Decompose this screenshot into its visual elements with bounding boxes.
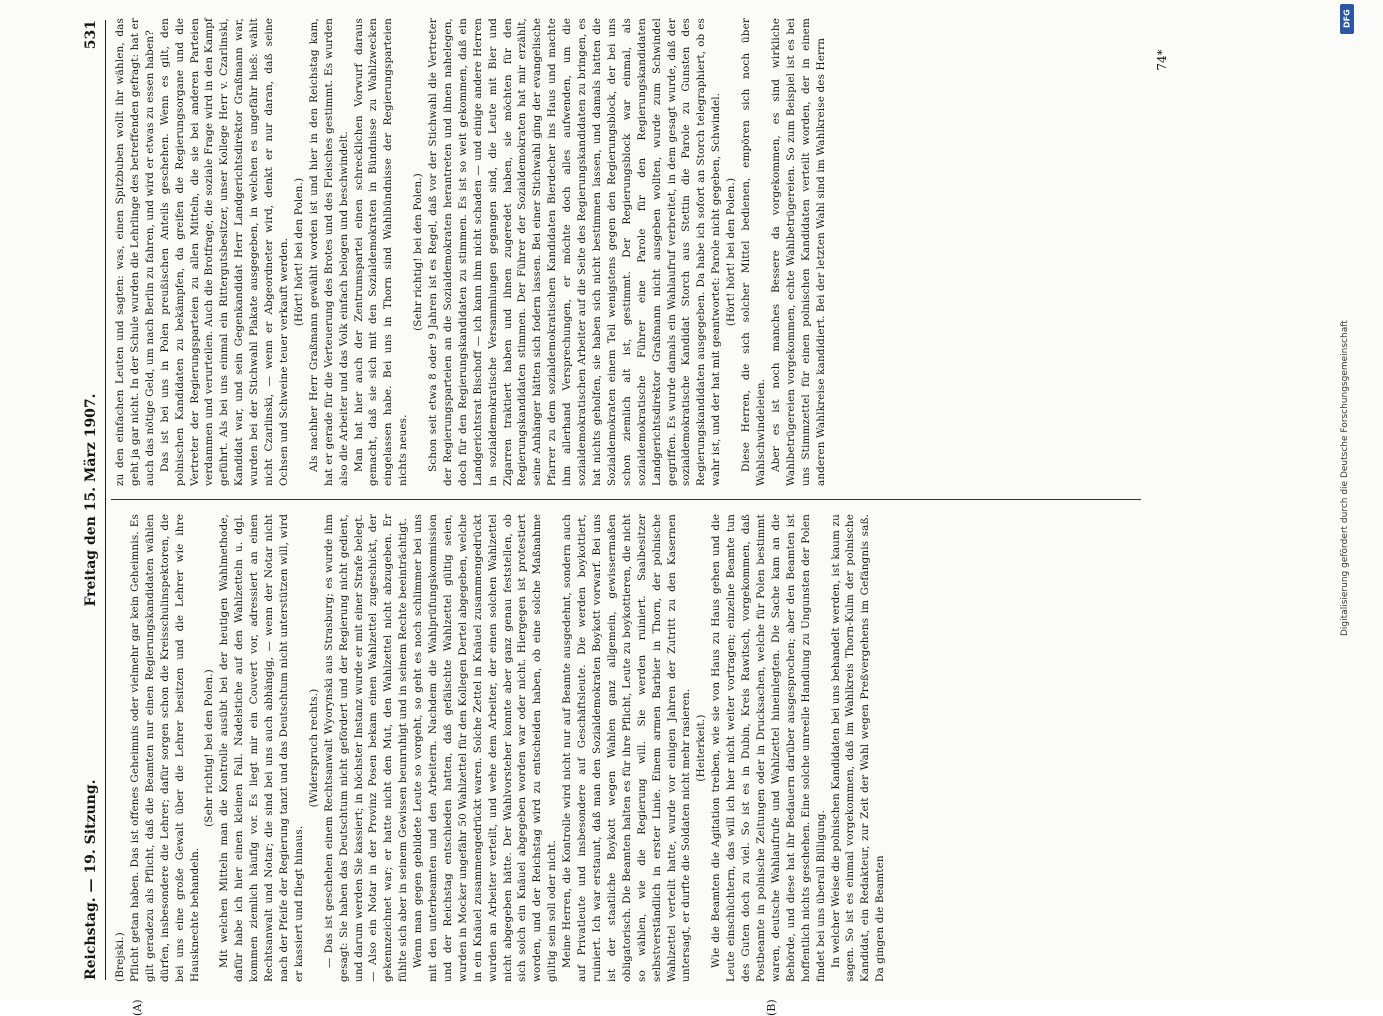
running-head-left: Reichstag. — 19. Sitzung. — [83, 779, 99, 980]
margin-mark-b: (B) — [765, 999, 778, 1016]
running-head-date: Freitag den 15. März 1907. — [83, 393, 99, 607]
paragraph: zu den einfachen Leuten und sagten: was, einen Spitzbuben wollt ihr wählen, das geht ja gar nicht. In der Schule wurden die Lehrlinge des betreffenden gefragt: hat er auch das nötige Geld, um nach Berlin zu fahren, und wird er etwas zu essen haben? — [114, 18, 156, 486]
folio-mark: 74* — [1155, 49, 1169, 71]
column-divider — [111, 499, 1141, 500]
paragraph: — Das ist geschehen einem Rechtsanwalt Wyorynski aus Strasburg; es wurde ihm gesagt: Sie haben das Deutschtum nicht gefördert und der Regierung nicht gedient, und darum werden Sie kassiert; in höchster Instanz wurde er mit einer Strafe belegt. — Also ein Notar in der Provinz Posen bekam einen Wahlzettel zugeschickt, der gekennzeichnet war; er hatte nicht den Mut, den Wahlzettel nicht abzugeben. Er fühlte sich aber in seinem Gewissen beunruhigt und in seinem Rechte beeinträchtigt. — [322, 514, 410, 982]
paragraph: Mit welchen Mitteln man die Kontrolle ausübt bei der heutigen Wahlmethode, dafür habe ich hier einen kleinen Fall. Nadelstiche auf den Wahlzetteln u. dgl. kommen ziemlich häufig vor. Es liegt mir ein Couvert vor, adressiert an einen Rechtsanwalt und Notar; die sind bei uns auch abhängig, — wenn der Notar nicht nach der Pfeife der Regierung tanzt und das Deutschtum nicht unterstützen will, wird er kassiert und fliegt hinaus. — [218, 514, 305, 982]
running-head — [83, 20, 107, 980]
paragraph: (Brejski.) — [114, 932, 126, 982]
right-column — [113, 18, 829, 486]
interjection: (Sehr richtig! bei den Polen.) — [203, 669, 216, 827]
paragraph: Meine Herren, die Kontrolle wird nicht nur auf Beamte ausgedehnt, sondern auch auf Privatleute und insbesondere auf Geschäftsleute. Die werden boykottiert, ruiniert. Ich war erstaunt, daß man den Sozialdemokraten Boykott vorwarf. Bei uns ist der staatliche Boykott wegen Wahlen ganz allgemein, gewissermaßen obligatorisch. Die Beamten halten es für ihre Pflicht, Leute zu boykottieren, die nicht so wählen, wie die Regierung will. Sie werden ruiniert. Saalbesitzer selbstverständlich in erster Linie. Einem armen Barbier in Thorn, der polnische Wahlzettel verteilt hatte, wurde vor einigen Jahren der Zutritt zu den Kasernen untersagt, er durfte die Soldaten nicht mehr rasieren. — [561, 514, 693, 982]
paragraph: Aber es ist noch manches Bessere da vorgekommen, es sind wirkliche Wahlbetrügereien vorgekommen, echte Wahlbetrügereien. So zum Beispiel ist es bei uns Stimmzettel für einen polnischen Kandidaten verteilt worden, der in einem anderen Wahlkreise kandidiert. Bei der letzten Wahl sind im Wahlkreise des Herrn — [769, 18, 827, 486]
margin-mark-a: (A) — [131, 999, 144, 1016]
left-column — [113, 514, 888, 982]
interjection: (Sehr richtig! bei den Polen.) — [412, 173, 425, 331]
paragraph: Pflicht getan haben. Das ist offenes Geheimnis oder vielmehr gar kein Geheimnis. Es gilt geradezu als Pflicht, daß die Beamten nur einen Regierungskandidaten wählen dürfen, insbesondere die Lehrer; dafür sorgen schon die Kreisschulinspektoren, die bei uns eine große Gewalt über die Lehrer besitzen und die Lehrer wie ihre Hausknechte behandeln. — [128, 514, 201, 982]
digitization-credit: Digitalisierung gefördert durch die Deutsche Forschungsgemeinschaft — [1340, 320, 1350, 636]
interjection: (Widerspruch rechts.) — [307, 688, 320, 808]
page-number: 531 — [83, 20, 99, 50]
interjection: (Hört! hört! bei den Polen.) — [725, 177, 738, 327]
paragraph: Schon seit etwa 8 oder 9 Jahren ist es Regel, daß vor der Stichwahl die Vertreter der Regierungsparteien an die Sozialdemokraten herantreten und ihnen nahelegen, doch für den Regierungskandidaten zu stimmen. Es ist so weit gekommen, daß ein Landgerichtsrat Bischoff — ich kann ihm nicht schaden — und einige andere Herren in sozialdemokratische Versammlungen gegangen sind, die Leute mit Bier und Zigarren traktiert haben und ihnen zugeredet haben, sie möchten für den Regierungskandidaten stimmen. Der Führer der Sozialdemokraten hat mir erzählt, seine Anhänger hätten sich fodern lassen. Bei einer Stichwahl ging der evangelische Pfarrer zu dem sozialdemokratischen Kandidaten Bierdecher ins Haus und machte ihm allerhand Versprechungen, er möchte doch alles aufwenden, um die sozialdemokratischen Arbeiter auf die Seite des Regierungskandidaten zu bringen, es hat nichts geholfen, sie haben sich nicht bestimmen lassen, und damals hatten die Sozialdemokraten einem Teil wenigstens gegen den Regierungsblock, der bei uns schon ziemlich alt ist, gestimmt. Der Regierungsblock war einmal, als sozialdemokratische Führer eine Parole für den Regierungskandidaten Landgerichtsdirektor Graßmann nicht ausgeben wollten, wurde zum Schwindel gegriffen. Es wurde damals ein Wahlaufruf verbreitet, in dem gesagt wurde, daß der sozialdemokratische Kandidat Storch aus Stettin die Parole zu Gunsten des Regierungskandidaten ausgegeben. Da habe ich sofort an Storch telegraphiert, ob es wahr ist, und der hat mit geantwortet: Parole nicht gegeben, Schwindel. — [427, 18, 723, 486]
header-rule — [105, 20, 106, 980]
paragraph: In welcher Weise die polnischen Kandidaten bei uns behandelt werden, ist kaum zu sagen. So ist es einmal vorgekommen, daß im Wahlkreis Thorn-Kulm der polnische Kandidat, ein Redakteur, zur Zeit der Wahl wegen Preßvergehens im Gefängnis saß. Da gingen die Beamten — [829, 514, 887, 982]
paragraph: Wie die Beamten die Agitation treiben, wie sie von Haus zu Haus gehen und die Leute einschüchtern, das will ich hier nicht weiter vortragen; einzelne Beamte tun des Guten doch zu viel. So ist es in Dubin, Kreis Rawitsch, vorgekommen, daß Postbeamte in polnische Zeitungen oder in Drucksachen, welche für Polen bestimmt waren, deutsche Wahlaufrufe und Wahlzettel hineinlegten. Die Sache kam an die Behörde, und diese hat ihr Bedauern darüber ausgesprochen; aber den Beamten ist hoffentlich nichts geschehen. Eine solche unreelle Handlung zu Ungunsten der Polen findet bei uns überall Billigung. — [710, 514, 827, 982]
paragraph: Als nachher Herr Graßmann gewählt worden ist und hier in den Reichstag kam, hat er gerade für die Verteuerung des Brotes und des Fleisches gestimmt. Es wurden also die Arbeiter und das Volk einfach belogen und beschwindelt. — [307, 18, 350, 486]
page-content — [75, 0, 1365, 1016]
paragraph: Diese Herren, die sich solcher Mittel bedienen, empören sich noch über Wahlschwindeleien. — [740, 18, 767, 486]
interjection: (Hört! hört! bei den Polen.) — [292, 177, 305, 327]
dfg-logo: DFG — [1340, 4, 1354, 34]
paragraph: Wenn man gegen gebildete Leute so vorgeht, so geht es noch schlimmer bei uns mit den unterbeamten und den Arbeitern. Nachdem die Wahlprüfungskommission und der Reichstag entschieden hatten, daß gefälschte Wahlzettel gültig seien, wurden in Mocker ungefähr 50 Wahlzettel für den Kollegen Dertel abgegeben, welche in ein Knäuel zusammengedrückt waren. Solche Zettel in Knäuel zusammengedrückt wurden an Arbeiter verteilt, und wehe dem Arbeiter, der einen solchen Wahlzettel nicht abgegeben hätte. Der Wahlvorsteher konnte aber ganz genau feststellen, ob sich solch ein Knäuel abgegeben worden war oder nicht. Hiergegen ist protestiert worden, und der Reichstag wird zu entscheiden haben, ob eine solche Maßnahme gültig sein soll oder nicht. — [412, 514, 559, 982]
paragraph: Man hat hier auch der Zentrumspartei einen schrecklichen Vorwurf daraus gemacht, daß sie sich mit den Sozialdemokraten in Bündnisse zu Wahlzwecken eingelassen habe. Bei uns in Thorn sind Wahlbündnisse der Regierungsparteien nichts neues. — [352, 18, 410, 486]
paragraph: Das ist bei uns in Polen preußischen Anteils geschehen. Wenn es gilt, den polnischen Kandidaten zu bekämpfen, da greifen die Regierungsorgane und die Vertreter der Regierungsparteien zu allen Mitteln, die sie bei anderen Parteien verdammen und verurteilen. Auch die Brotfrage, die soziale Frage wird in den Kampf geführt. Als bei uns einmal ein Rittergutsbesitzer, unser Kollege Herr v. Czarlinski, Kandidat war, und sein Gegenkandidat Herr Landgerichtsdirektor Graßmann war, wurden bei der Stichwahl Plakate ausgegeben, in welchen es ungefähr hieß: wählt nicht Czarlinski, — wenn er Abgeordneter wird, denkt er nur daran, daß seine Ochsen und Schweine teuer verkauft werden. — [158, 18, 290, 486]
interjection: (Heiterkeit.) — [695, 714, 708, 782]
